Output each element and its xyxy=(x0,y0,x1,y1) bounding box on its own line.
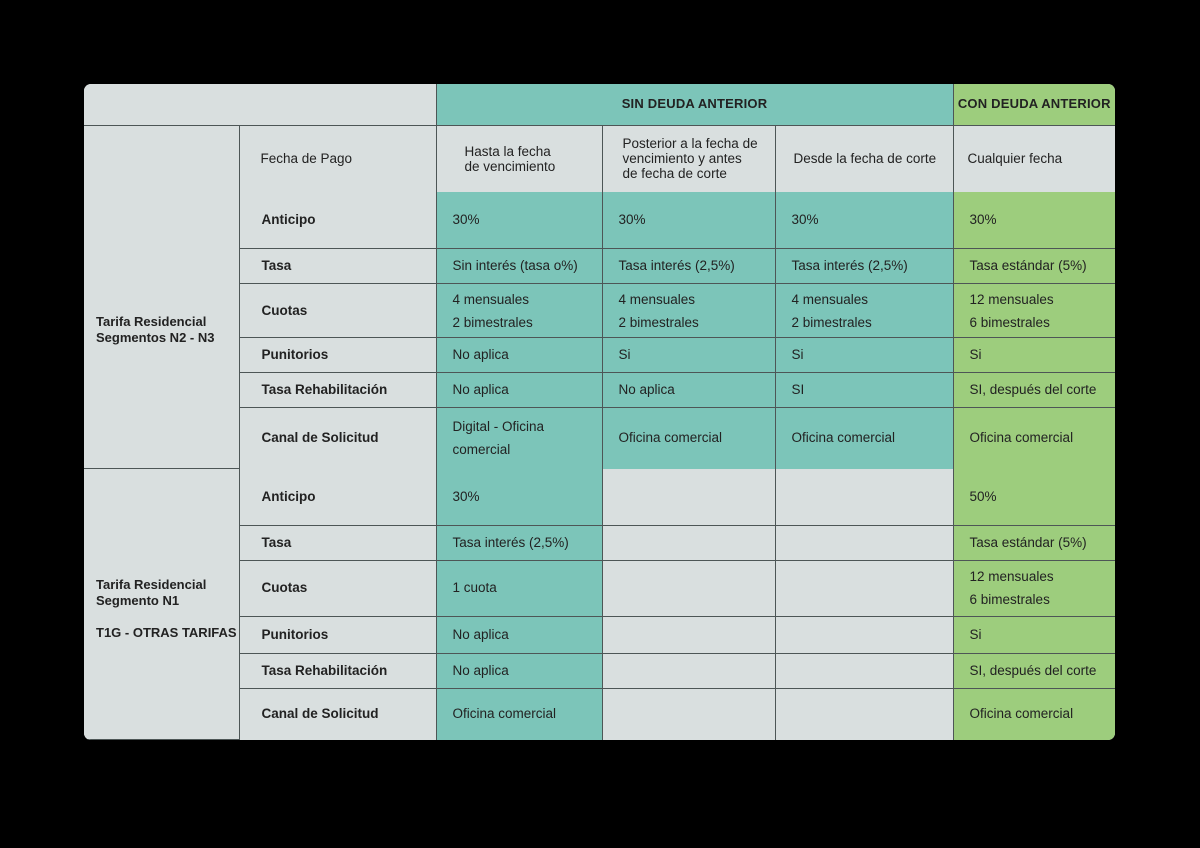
table-row xyxy=(84,469,1115,525)
tariff-table-card xyxy=(84,84,1115,740)
column-header-row xyxy=(84,125,1115,191)
cell-text: 6 bimestrales xyxy=(969,592,1050,608)
cell-text: comercial xyxy=(452,442,511,458)
segment-name-line: T1G - OTRAS TARIFAS xyxy=(96,625,237,641)
header-line: vencimiento y antes xyxy=(622,151,742,167)
table-row xyxy=(84,560,1115,616)
group-header-row xyxy=(84,84,1115,125)
value-cell xyxy=(602,525,775,560)
value-cell xyxy=(436,192,602,248)
row-label-punitorios: Punitorios xyxy=(239,617,436,654)
table-row xyxy=(84,338,1115,373)
cell-text: Tasa interés (2,5%) xyxy=(791,257,908,273)
table-row xyxy=(84,248,1115,283)
value-cell xyxy=(602,248,775,283)
header-line: Posterior a la fecha de xyxy=(622,136,758,152)
cell-text: No aplica xyxy=(618,382,675,398)
cell-text: 12 mensuales xyxy=(969,291,1054,307)
segment-name-spacer xyxy=(96,609,239,625)
value-cell xyxy=(775,407,953,468)
value-cell xyxy=(953,248,1115,283)
value-cell xyxy=(436,560,602,616)
value-cell xyxy=(436,338,602,373)
value-cell xyxy=(775,469,953,525)
value-cell xyxy=(602,617,775,654)
cell-text: Digital - Oficina xyxy=(452,419,545,435)
cell-text: 30% xyxy=(791,211,819,227)
cell-text: Sin interés (tasa o%) xyxy=(452,257,578,273)
cell-text: Oficina comercial xyxy=(969,430,1074,446)
cell-text: Si xyxy=(618,347,631,363)
row-label-tasa: Tasa xyxy=(239,525,436,560)
row-label-anticipo: Anticipo xyxy=(239,469,436,525)
row-label-canal-de-solicitud: Canal de Solicitud xyxy=(239,407,436,468)
cell-text: Tasa estándar (5%) xyxy=(969,257,1087,273)
value-cell xyxy=(602,407,775,468)
value-cell xyxy=(775,338,953,373)
header-line: de vencimiento xyxy=(464,158,556,174)
row-label-cuotas: Cuotas xyxy=(239,560,436,616)
cell-text: 2 bimestrales xyxy=(791,314,872,330)
cell-text: 2 bimestrales xyxy=(618,314,699,330)
cell-text: 50% xyxy=(969,488,997,504)
table-row xyxy=(84,654,1115,688)
row-label-canal-de-solicitud: Canal de Solicitud xyxy=(239,688,436,739)
value-cell xyxy=(602,688,775,739)
value-cell xyxy=(602,373,775,407)
value-cell xyxy=(953,192,1115,248)
value-cell xyxy=(436,688,602,739)
value-cell xyxy=(775,283,953,337)
cell-text: Oficina comercial xyxy=(452,706,557,722)
value-cell xyxy=(953,283,1115,337)
col-posterior-vencimiento-header xyxy=(602,125,775,191)
value-cell xyxy=(602,560,775,616)
value-cell xyxy=(775,525,953,560)
empty-segment-header xyxy=(84,125,239,191)
cell-text: Tasa interés (2,5%) xyxy=(618,257,735,273)
empty-corner-cell xyxy=(84,84,436,125)
value-cell xyxy=(602,338,775,373)
value-cell xyxy=(775,688,953,739)
value-cell xyxy=(953,407,1115,468)
value-cell xyxy=(953,469,1115,525)
cell-text: 6 bimestrales xyxy=(969,314,1050,330)
value-cell xyxy=(602,283,775,337)
col-hasta-vencimiento-header xyxy=(436,125,602,191)
cell-text: 4 mensuales xyxy=(791,291,869,307)
cell-text: 30% xyxy=(452,211,480,227)
value-cell xyxy=(953,525,1115,560)
value-cell xyxy=(436,654,602,688)
row-label-tasa-rehabilitacion: Tasa Rehabilitación xyxy=(239,373,436,407)
value-cell xyxy=(436,525,602,560)
cell-text: SI, después del corte xyxy=(969,382,1097,398)
cell-text: 30% xyxy=(969,211,997,227)
cell-text: 12 mensuales xyxy=(969,569,1054,585)
header-line: de fecha de corte xyxy=(622,166,727,182)
segment-1-body xyxy=(84,192,1115,469)
segment-name-line: Tarifa Residencial xyxy=(96,313,207,329)
cell-text: Si xyxy=(791,347,804,363)
payment-plan-table xyxy=(84,84,1115,740)
value-cell xyxy=(436,283,602,337)
cell-text: SI xyxy=(791,382,805,398)
cell-text: Oficina comercial xyxy=(969,706,1074,722)
value-cell xyxy=(953,654,1115,688)
table-row xyxy=(84,373,1115,407)
cell-text: Oficina comercial xyxy=(791,430,896,446)
col-desde-corte-header: Desde la fecha de corte xyxy=(775,125,953,191)
value-cell xyxy=(953,688,1115,739)
row-label-anticipo: Anticipo xyxy=(239,192,436,248)
row-label-tasa: Tasa xyxy=(239,248,436,283)
row-label-punitorios: Punitorios xyxy=(239,338,436,373)
cell-text: Si xyxy=(969,627,982,643)
segment-name-line: Segmento N1 xyxy=(96,593,180,609)
table-row xyxy=(84,617,1115,654)
header-line: Hasta la fecha xyxy=(464,143,551,159)
cell-text: Si xyxy=(969,347,982,363)
value-cell xyxy=(953,338,1115,373)
value-cell xyxy=(436,469,602,525)
segment-name-line: Segmentos N2 - N3 xyxy=(96,329,215,345)
cell-text: No aplica xyxy=(452,627,509,643)
cell-text: 30% xyxy=(452,488,480,504)
cell-text: No aplica xyxy=(452,662,509,678)
value-cell xyxy=(602,192,775,248)
value-cell xyxy=(775,617,953,654)
con-deuda-header: CON DEUDA ANTERIOR xyxy=(953,84,1115,125)
value-cell xyxy=(602,654,775,688)
value-cell xyxy=(436,617,602,654)
value-cell xyxy=(436,373,602,407)
value-cell xyxy=(775,560,953,616)
value-cell xyxy=(775,373,953,407)
value-cell xyxy=(953,617,1115,654)
value-cell xyxy=(775,654,953,688)
cell-text: No aplica xyxy=(452,347,509,363)
cell-text: 30% xyxy=(618,211,646,227)
value-cell xyxy=(953,560,1115,616)
table-row xyxy=(84,192,1115,248)
cell-text: 1 cuota xyxy=(452,580,497,596)
segment-2-body xyxy=(84,469,1115,740)
value-cell xyxy=(775,248,953,283)
cell-text: Oficina comercial xyxy=(618,430,723,446)
cell-text: No aplica xyxy=(452,382,509,398)
value-cell xyxy=(436,248,602,283)
segment1-name-cell xyxy=(84,192,239,469)
sin-deuda-header: SIN DEUDA ANTERIOR xyxy=(436,84,953,125)
segment2-name-cell xyxy=(84,469,239,740)
row-label-cuotas: Cuotas xyxy=(239,283,436,337)
table-row xyxy=(84,407,1115,468)
table-row xyxy=(84,283,1115,337)
cell-text: 4 mensuales xyxy=(618,291,696,307)
value-cell xyxy=(953,373,1115,407)
col-cualquier-fecha-header: Cualquier fecha xyxy=(953,125,1115,191)
cell-text: Tasa interés (2,5%) xyxy=(452,534,569,550)
cell-text: SI, después del corte xyxy=(969,662,1097,678)
fecha-de-pago-header: Fecha de Pago xyxy=(239,125,436,191)
table-row xyxy=(84,525,1115,560)
row-label-tasa-rehabilitacion: Tasa Rehabilitación xyxy=(239,654,436,688)
table-row xyxy=(84,688,1115,739)
value-cell xyxy=(775,192,953,248)
value-cell xyxy=(436,407,602,468)
cell-text: 4 mensuales xyxy=(452,291,530,307)
cell-text: 2 bimestrales xyxy=(452,314,533,330)
segment-name-line: Tarifa Residencial xyxy=(96,577,207,593)
value-cell xyxy=(602,469,775,525)
cell-text: Tasa estándar (5%) xyxy=(969,534,1087,550)
